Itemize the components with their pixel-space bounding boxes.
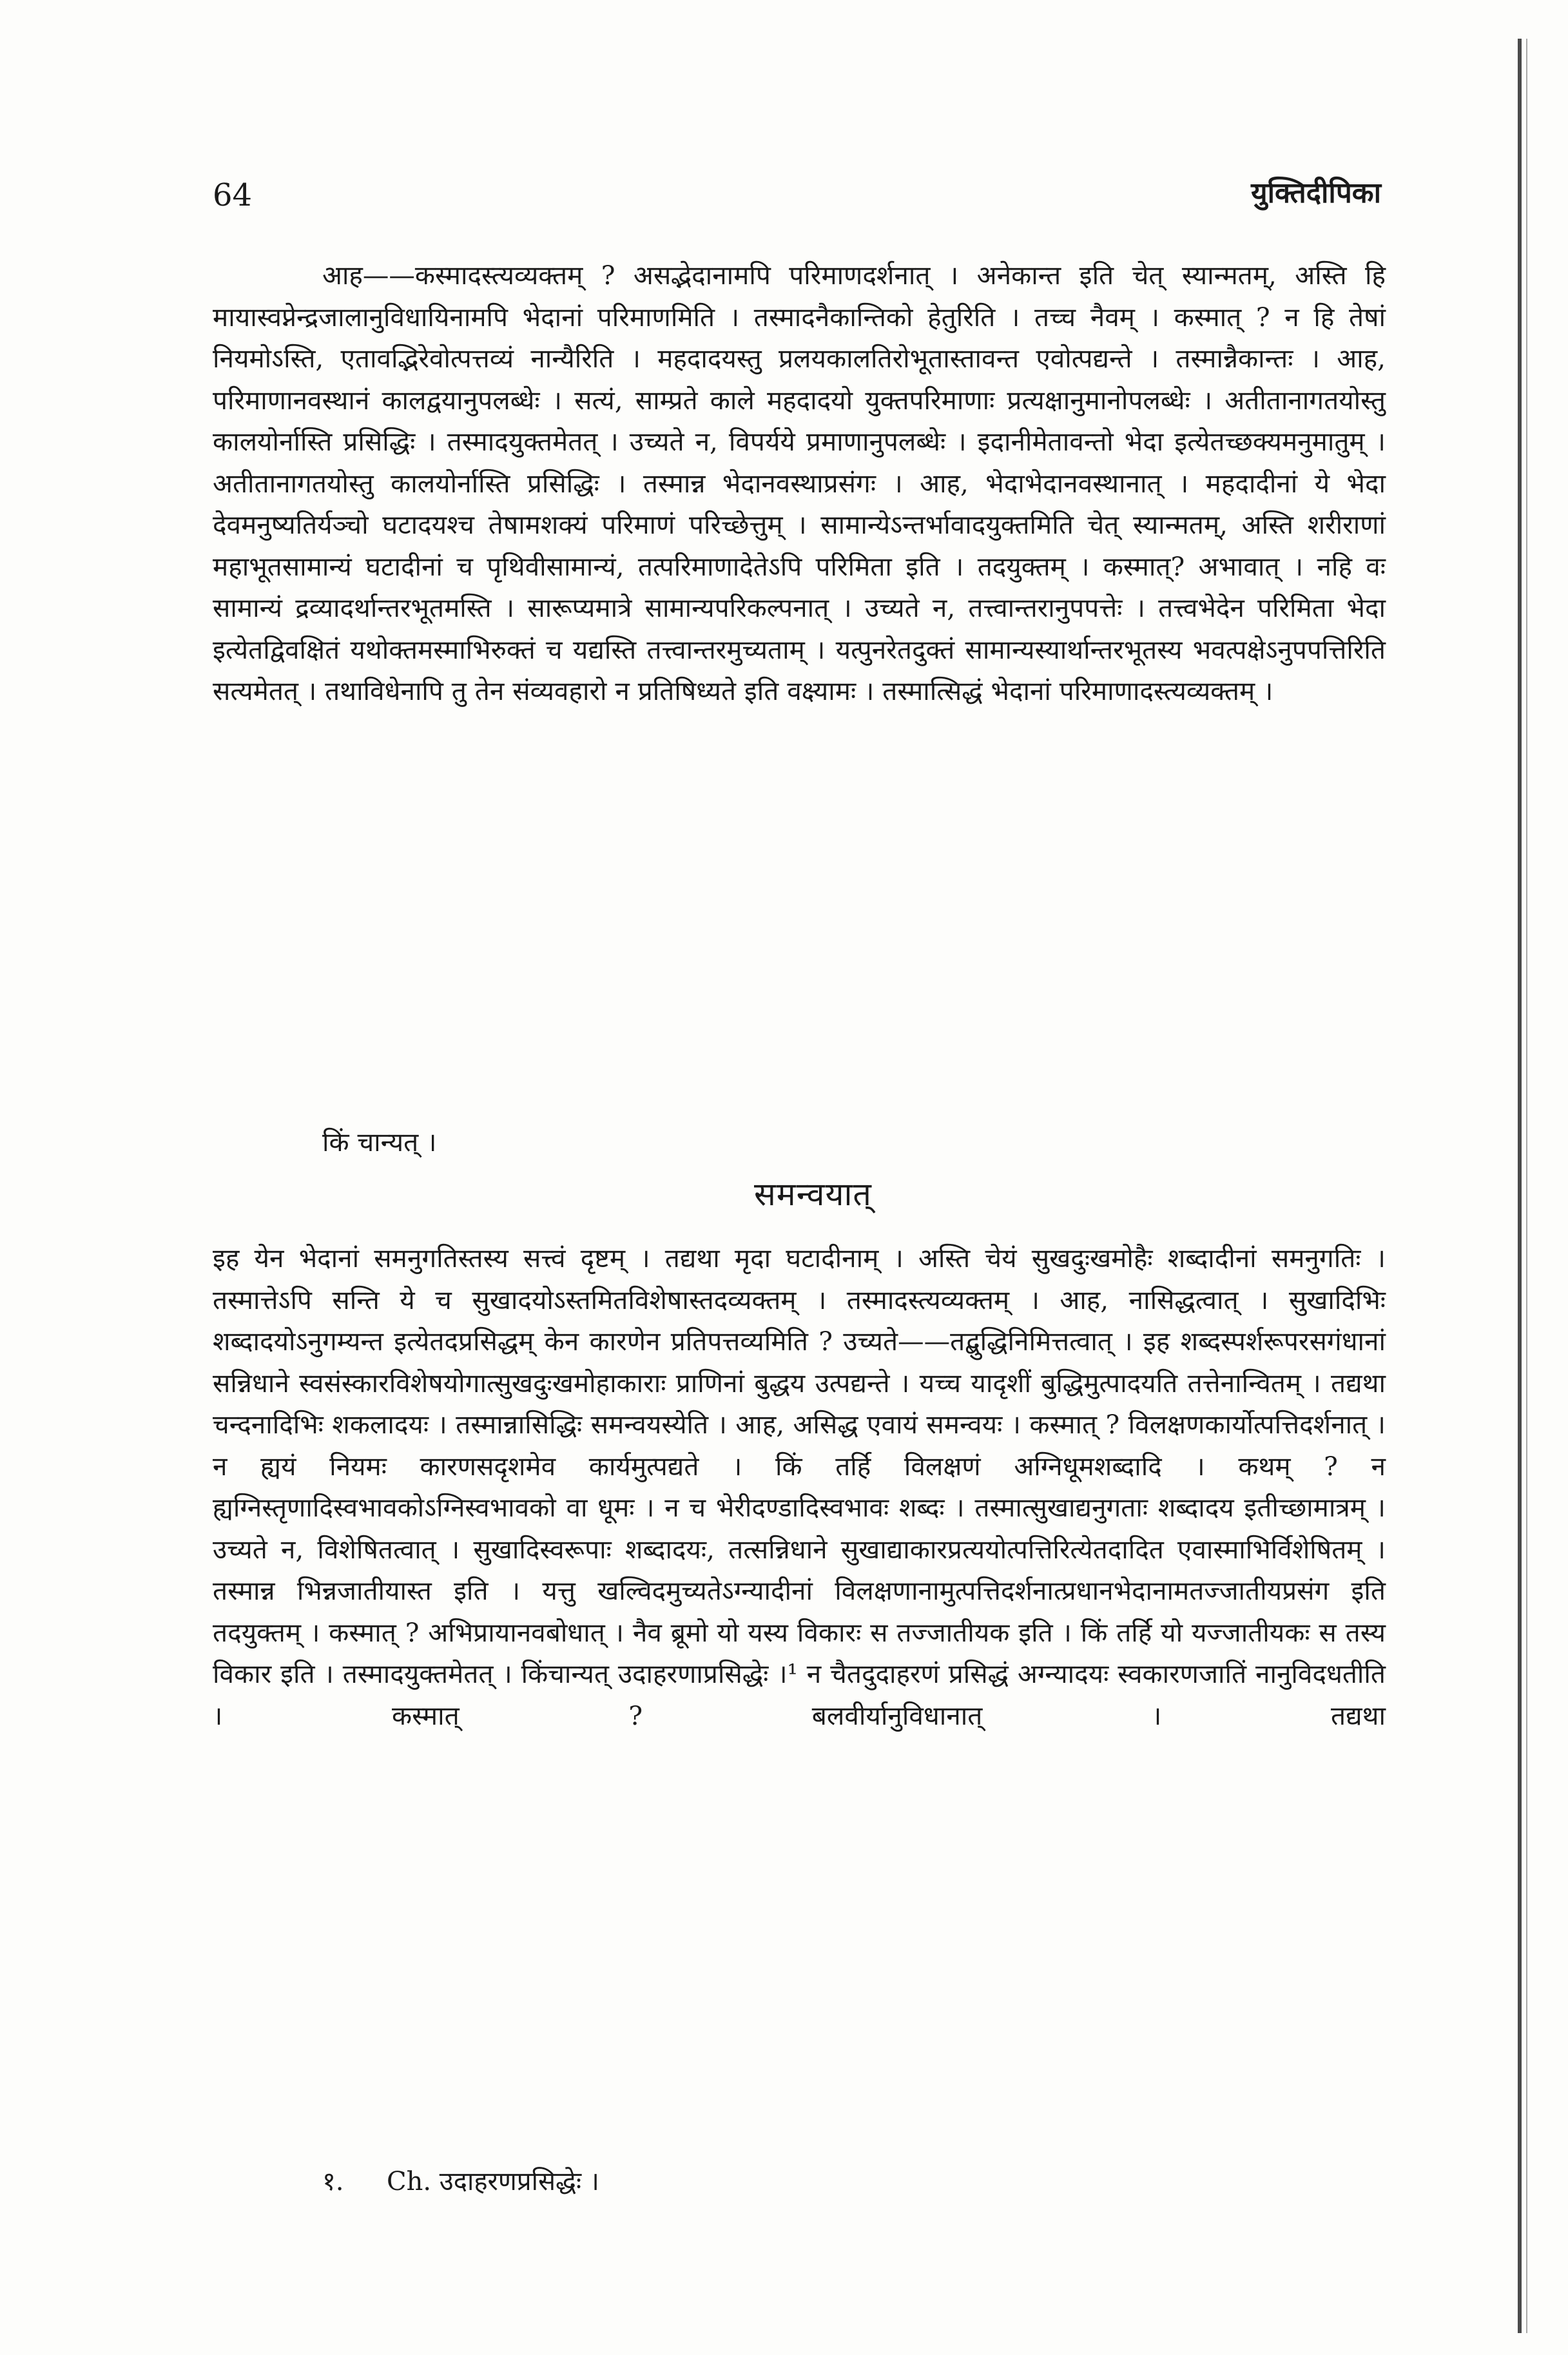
- footnote: [322, 2162, 599, 2201]
- scan-binding-edge-shadow: [1526, 39, 1527, 2333]
- section-heading: समन्वयात्: [754, 1176, 872, 1213]
- transition-line: किं चान्यत् ।: [322, 1127, 437, 1158]
- footnote-number: १.: [322, 2167, 344, 2196]
- paragraph-2: इह येन भेदानां समनुगतिस्तस्य सत्त्वं दृष्टम् । तद्यथा मृदा घटादीनाम् । अस्ति चेयं सुखदुःखमोहैः शब्दादीनां समनुगतिः । तस्मात्तेऽपि सन्ति ये च सुखादयोऽस्तमितविशेषास्तदव्यक्तम् । तस्मादस्त्यव्यक्तम् । आह, नासिद्धत्वात् । सुखादिभिः शब्दादयोऽनुगम्यन्त इत्येतदप्रसिद्धम् केन कारणेन प्रतिपत्तव्यमिति ? उच्यते——तद्बुद्धिनिमित्तत्वात् । इह शब्दस्पर्शरूपरसगंधानां सन्निधाने स्वसंस्कारविशेषयोगात्सुखदुःखमोहाकाराः प्राणिनां बुद्धय उत्पद्यन्ते । यच्च यादृशीं बुद्धिमुत्पादयति तत्तेनान्वितम् । तद्यथा चन्दनादिभिः शकलादयः । तस्मान्नासिद्धिः समन्वयस्येति । आह, असिद्ध एवायं समन्वयः । कस्मात् ? विलक्षणकार्योत्पत्तिदर्शनात् । न ह्ययं नियमः कारणसदृशमेव कार्यमुत्पद्यते । किं तर्हि विलक्षणं अग्निधूमशब्दादि । कथम् ? न ह्यग्निस्तृणादिस्वभावकोऽग्निस्वभावको वा धूमः । न च भेरीदण्डादिस्वभावः शब्दः । तस्मात्सुखाद्यनुगताः शब्दादय इतीच्छामात्रम् । उच्यते न, विशेषितत्वात् । सुखादिस्वरूपाः शब्दादयः, तत्सन्निधाने सुखाद्याकारप्रत्ययोत्पत्तिरित्येतदादित एवास्माभिर्विशेषितम् । तस्मान्न भिन्नजातीयास्त इति । यत्तु खल्विदमुच्यतेऽग्न्यादीनां विलक्षणानामुत्पत्तिदर्शनात्प्रधानभेदानामतज्जातीयप्रसंग इति तदयुक्तम् । कस्मात् ? अभिप्रायानवबोधात् । नैव ब्रूमो यो यस्य विकारः स तज्जातीयक इति । किं तर्हि यो यज्जातीयकः स तस्य विकार इति । तस्मादयुक्तमेतत् । किंचान्यत् उदाहरणाप्रसिद्धेः ।¹ न चैतदुदाहरणं प्रसिद्धं अग्न्यादयः स्वकारणजातिं नानुविदधतीति । कस्मात् ? बलवीर्यानुविधानात् । तद्यथा: [213, 1243, 1386, 1731]
- scan-binding-edge: [1518, 39, 1522, 2333]
- paragraph-1: आह——कस्मादस्त्यव्यक्तम् ? असद्भेदानामपि परिमाणदर्शनात् । अनेकान्त इति चेत् स्यान्मतम्, अस्ति हि मायास्वप्नेन्द्रजालानुविधायिनामपि भेदानां परिमाणमिति । तस्मादनैकान्तिको हेतुरिति । तच्च नैवम् । कस्मात् ? न हि तेषां नियमोऽस्ति, एतावद्भिरेवोत्पत्तव्यं नान्यैरिति । महदादयस्तु प्रलयकालतिरोभूतास्तावन्त एवोत्पद्यन्ते । तस्मान्नैकान्तः । आह, परिमाणानवस्थानं कालद्वयानुपलब्धेः । सत्यं, साम्प्रते काले महदादयो युक्तपरिमाणाः प्रत्यक्षानुमानोपलब्धेः । अतीतानागतयोस्तु कालयोर्नास्ति प्रसिद्धिः । तस्मादयुक्तमेतत् । उच्यते न, विपर्यये प्रमाणानुपलब्धेः । इदानीमेतावन्तो भेदा इत्येतच्छक्यमनुमातुम् । अतीतानागतयोस्तु कालयोर्नास्ति प्रसिद्धिः । तस्मान्न भेदानवस्थाप्रसंगः । आह, भेदाभेदानवस्थानात् । महदादीनां ये भेदा देवमनुष्यतिर्यञ्चो घटादयश्च तेषामशक्यं परिमाणं परिच्छेत्तुम् । सामान्येऽन्तर्भावादयुक्तमिति चेत् स्यान्मतम्, अस्ति शरीराणां महाभूतसामान्यं घटादीनां च पृथिवीसामान्यं, तत्परिमाणादेतेऽपि परिमिता इति । तदयुक्तम् । कस्मात्? अभावात् । नहि वः सामान्यं द्रव्यादर्थान्तरभूतमस्ति । सारूप्यमात्रे सामान्यपरिकल्पनात् । उच्यते न, तत्त्वान्तरानुपपत्तेः । तत्त्वभेदेन परिमिता भेदा इत्येतद्विवक्षितं यथोक्तमस्माभिरुक्तं च यद्यस्ति तत्त्वान्तरमुच्यताम् । यत्पुनरेतदुक्तं सामान्यस्यार्थान्तरभूतस्य भवत्पक्षेऽनुपपत्तिरिति सत्यमेतत् । तथाविधेनापि तु तेन संव्यवहारो न प्रतिषिध्यते इति वक्ष्यामः । तस्मात्सिद्धं भेदानां परिमाणादस्त्यव्यक्तम् ।: [213, 260, 1386, 706]
- running-title: युक्तिदीपिका: [1251, 177, 1381, 209]
- footnote-text: Ch. उदाहरणप्रसिद्धेः ।: [387, 2167, 599, 2196]
- page-number: 64: [213, 177, 253, 213]
